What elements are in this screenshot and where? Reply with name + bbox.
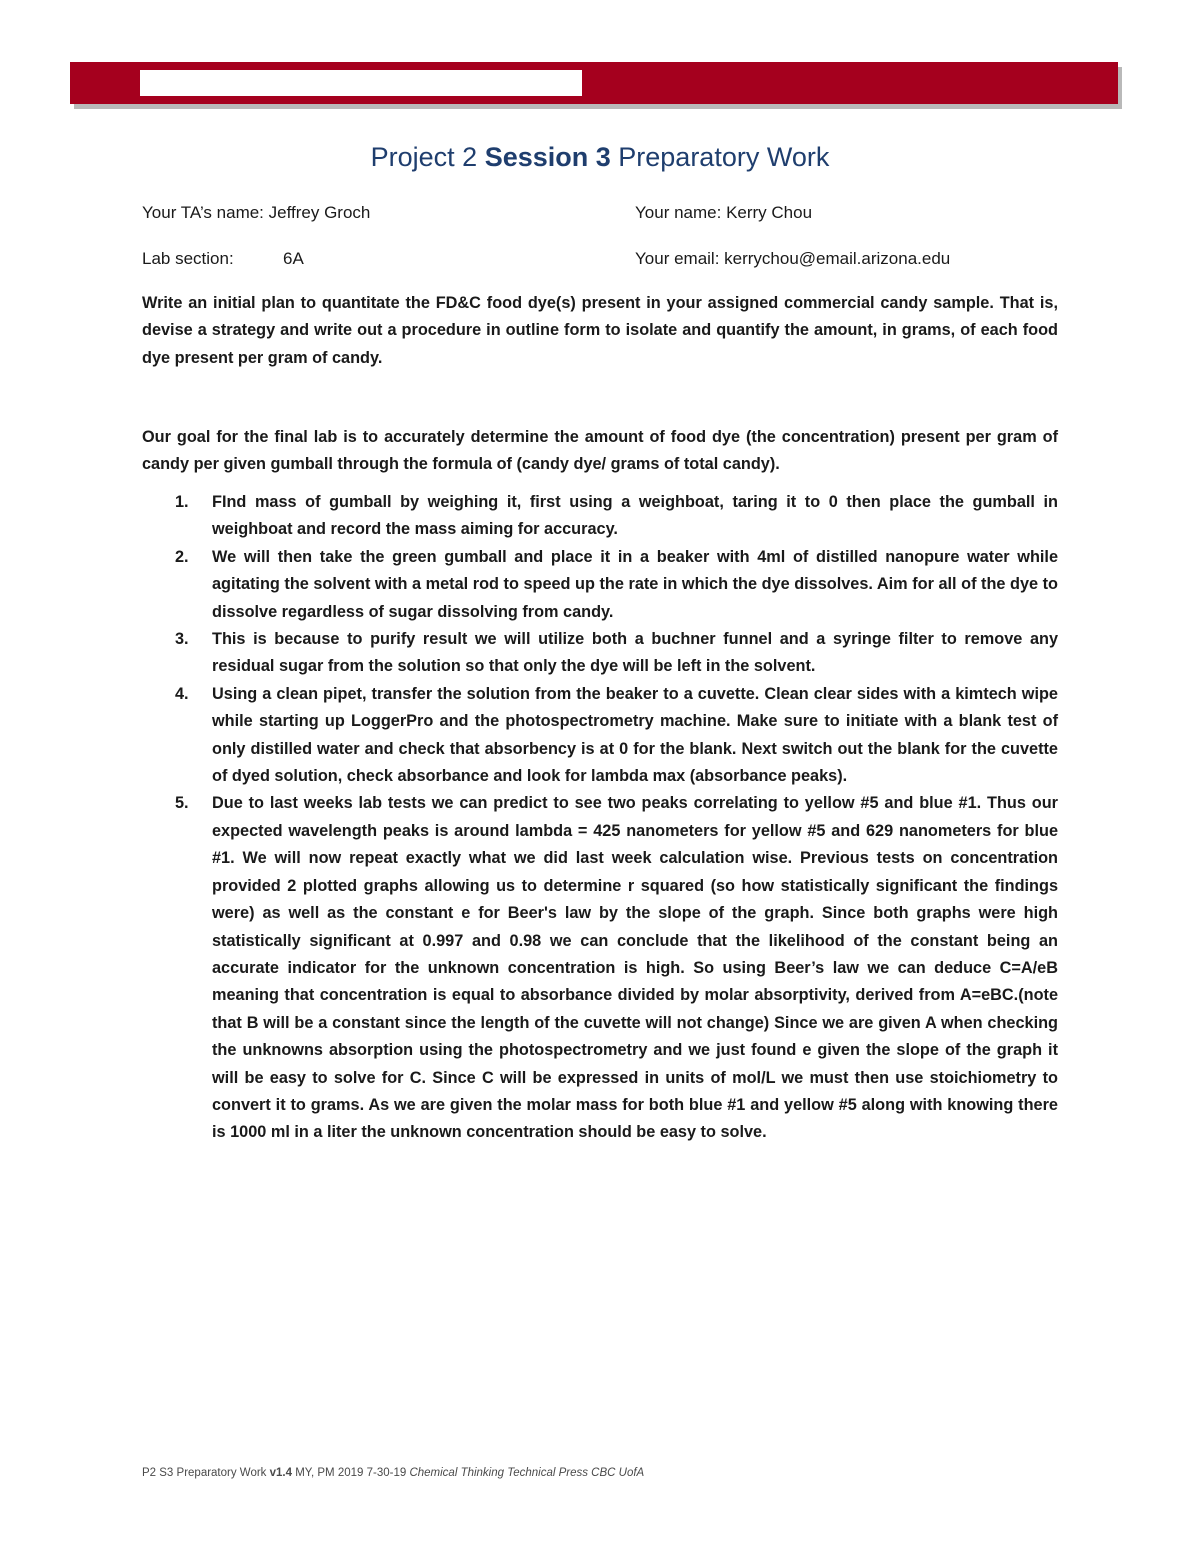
assignment-prompt: Write an initial plan to quantitate the FD&C food dye(s) present in your assigned commercial candy sample. That is, devise a strategy and write out a procedure in outline form to isolate and quantify the amount, in grams, of each food dye present per gram of candy. xyxy=(142,294,1058,367)
step-text: FInd mass of gumball by weighing it, first using a weighboat, taring it to 0 then place the gumball in weighboat and record the mass aiming for accuracy. xyxy=(212,493,1058,539)
step-number: 5. xyxy=(175,794,189,813)
student-name-label: Your name: xyxy=(635,203,722,222)
email-field xyxy=(635,249,950,269)
goal-paragraph: Our goal for the final lab is to accurately determine the amount of food dye (the concentration) present per gram of candy per given gumball through the formula of (candy dye/ grams of total candy). xyxy=(142,428,1058,474)
footer-publisher: Chemical Thinking Technical Press CBC UofA xyxy=(409,1467,645,1479)
lab-section-value: 6A xyxy=(283,249,304,268)
procedure-step xyxy=(142,544,1058,626)
header-banner xyxy=(70,62,1118,104)
step-text: Using a clean pipet, transfer the solution from the beaker to a cuvette. Clean clear sides with a kimtech wipe while starting up LoggerPro and the photospectrometry machine. Make sure to initiate with a blank test of only distilled water and check that absorbency is at 0 for the blank. Next switch out the blank for the cuvette of dyed solution, check absorbance and look for lambda max (absorbance peaks). xyxy=(212,684,1058,786)
procedure-list xyxy=(142,489,1058,1147)
step-number: 2. xyxy=(175,547,189,566)
step-text: This is because to purify result we will utilize both a buchner funnel and a syringe filter to remove any residual sugar from the solution so that only the dye will be left in the solvent. xyxy=(212,630,1058,676)
email-value: kerrychou@email.arizona.edu xyxy=(724,249,951,268)
footer-version: v1.4 xyxy=(269,1467,293,1479)
page-footer xyxy=(142,1467,644,1479)
title-preparatory: Preparatory Work xyxy=(610,142,830,172)
step-number: 4. xyxy=(175,684,189,703)
step-text: We will then take the green gumball and place it in a beaker with 4ml of distilled nanopure water while agitating the solvent with a metal rod to speed up the rate in which the dye dissolves. Aim for all of the dye to dissolve regardless of sugar dissolving from candy. xyxy=(212,547,1058,621)
title-project: Project 2 xyxy=(370,142,485,172)
student-name-value: Kerry Chou xyxy=(726,203,813,222)
ta-name-label: Your TA’s name: xyxy=(142,203,264,222)
step-number: 1. xyxy=(175,493,189,511)
footer-doc-name: P2 S3 Preparatory Work xyxy=(142,1467,270,1479)
student-name-field xyxy=(635,203,812,223)
banner-label-box xyxy=(140,70,582,96)
procedure-step xyxy=(142,681,1058,791)
ta-name-field xyxy=(142,203,370,223)
step-text: Due to last weeks lab tests we can predict to see two peaks correlating to yellow #5 and blue #1. Thus our expected wavelength peaks is around lambda = 425 nanometers for yellow #5 and 629 nanometers for blue #1. We will now repeat exactly what we did last week calculation wise. Previous tests on concentration provided 2 plotted graphs allowing us to determine r squared (so how statistically significant the findings were) as well as the constant e for Beer's law by the slope of the graph. Since both graphs were high statistically significant at 0.997 and 0.98 we can conclude that the likelihood of the constant being an accurate indicator for the unknown concentration is high. So using Beer’s law we can deduce C=A/eB meaning that concentration is equal to absorbance divided by molar absorptivity, derived from A=eBC.(note that B will be a constant since the length of the cuvette will not change) Since we are given A when checking the unknowns absorption using the photospectrometry and we just found e given the slope of the graph it will be easy to solve for C. Since C will be expressed in units of mol/L we must then use stoichiometry to convert it to grams. As we are given the molar mass for both blue #1 and yellow #5 along with knowing there is 1000 ml in a liter the unknown concentration should be easy to solve. xyxy=(212,794,1058,1142)
title-session: Session 3 xyxy=(484,142,611,172)
email-label: Your email: xyxy=(635,249,720,268)
procedure-step xyxy=(142,626,1058,681)
lab-section-field xyxy=(142,249,304,269)
page-title xyxy=(0,142,1200,173)
step-number: 3. xyxy=(175,630,189,649)
ta-name-value: Jeffrey Groch xyxy=(268,203,371,222)
procedure-step xyxy=(142,489,1058,544)
procedure-step xyxy=(142,790,1058,1146)
lab-section-label: Lab section: xyxy=(142,249,234,268)
footer-authors-date: MY, PM 2019 7-30-19 xyxy=(292,1467,410,1479)
